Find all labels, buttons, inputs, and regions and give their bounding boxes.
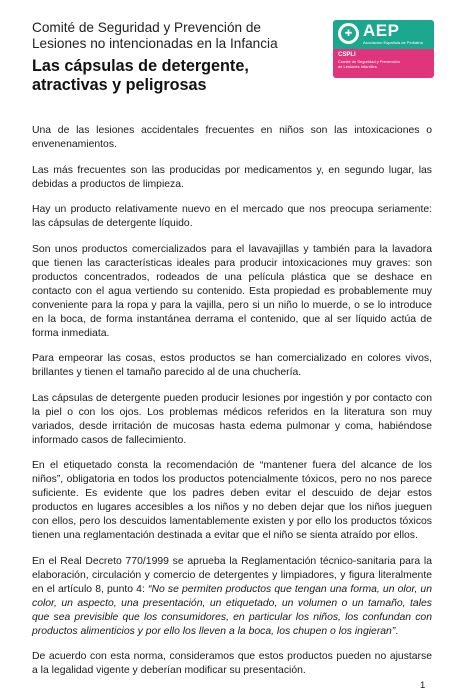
aep-logo-symbol: ✚ xyxy=(341,26,356,41)
committee-name-line2: Lesiones no intencionadas en la Infancia xyxy=(32,36,278,51)
document-body xyxy=(32,124,432,678)
cspli-full-name-line2: de Lesiones Infantiles xyxy=(338,64,377,69)
decree-end: . xyxy=(395,625,399,637)
cspli-acronym: CSPLI xyxy=(338,52,356,58)
page-number: 1 xyxy=(420,680,426,691)
paragraph-most-frequent: Las más frecuentes son las producidas por medicamentos y, en segundo lugar, las debidas a productos de limpieza. xyxy=(32,164,432,190)
cspli-logo-band xyxy=(333,49,434,78)
paragraph-colors: Para empeorar las cosas, estos productos se han comercializado en colores vivos, brillantes y tienen el tamaño parecido al de una chuchería. xyxy=(32,353,432,378)
aep-cspli-logo xyxy=(333,20,434,78)
paragraph-intro: Una de las lesiones accidentales frecuentes en niños son las intoxicaciones o envenenamientos. xyxy=(32,125,432,150)
paragraph-new-product: Hay un producto relativamente nuevo en el mercado que nos preocupa seriamente: las cápsulas de detergente líquido. xyxy=(32,204,432,229)
decree-intro: En el Real Decreto 770/1999 se aprueba la Reglamentación técnico-sanitaria para la elaboración, circulación y comercio de detergentes y limpiadores, y figura literalmente en el artículo 8, punto 4: xyxy=(32,555,432,595)
aep-brand-text: AEP xyxy=(363,21,400,40)
paragraph-characteristics: Son unos productos comercializados para el lavavajillas y también para la lavadora que tienen las características ideales para producir intoxicaciones muy graves: son productos concentrados, rodeados de una película plástica que se deshace en contacto con el agua vertiendo su contenido. Esta propiedad es probablemente muy conveniente para la ropa y para la vajilla, pero si un niño lo muerde, o se lo introduce en la boca, de forma instantánea derrama el contenido, que al ser líquido actúa de forma inmediata. xyxy=(32,243,432,339)
committee-name-line1: Comité de Seguridad y Prevención de xyxy=(32,20,261,35)
document-header xyxy=(32,20,332,95)
paragraph-royal-decree xyxy=(32,555,432,639)
title-line2: atractivas y peligrosas xyxy=(32,76,207,94)
paragraph-conclusion: De acuerdo con esta norma, consideramos que estos productos pueden no ajustarse a la legalidad vigente y deberían modificar su presentación. xyxy=(32,651,432,676)
aep-logo-band xyxy=(333,20,434,49)
paragraph-labelling: En el etiquetado consta la recomendación de “mantener fuera del alcance de los niños”, obligatoria en todos los productos potencialmente tóxicos, pero no nos parece suficiente. Es evidente que los padres deben evitar el descuido de dejar estos productos en lugares accesibles a los niños y no deben dejar que los niños jueguen con ellos, pero los descuidos lamentablemente existen y por ello los productos tóxicos tienen una reglamentación destinada a evitar que el niño se sienta atraído por ellos. xyxy=(32,460,432,541)
aep-brand-subtitle: Asociación Española de Pediatría xyxy=(363,40,423,45)
committee-name xyxy=(32,20,332,52)
paragraph-injuries: Las cápsulas de detergente pueden producir lesiones por ingestión y por contacto con la piel o con los ojos. Los problemas médicos referidos en la literatura son muy variados, desde irritación de mucosas hasta edema pulmonar y coma, habiéndose informado casos de fallecimiento. xyxy=(32,392,432,446)
document-title xyxy=(32,57,332,95)
decree-quote: “No se permiten productos que tengan una forma, un olor, un color, un aspecto, una presentación, un etiquetado, un volumen o un tamaño, tales que sea previsible que los consumidores, en particular los niños, los confundan con productos alimenticios y por ello los lleven a la boca, los chupen o los ingieran” xyxy=(32,583,432,637)
aep-logo-icon xyxy=(338,23,359,44)
title-line1: Las cápsulas de detergente, xyxy=(32,57,249,75)
cspli-full-name-line1: Comité de Seguridad y Prevención xyxy=(338,59,400,64)
